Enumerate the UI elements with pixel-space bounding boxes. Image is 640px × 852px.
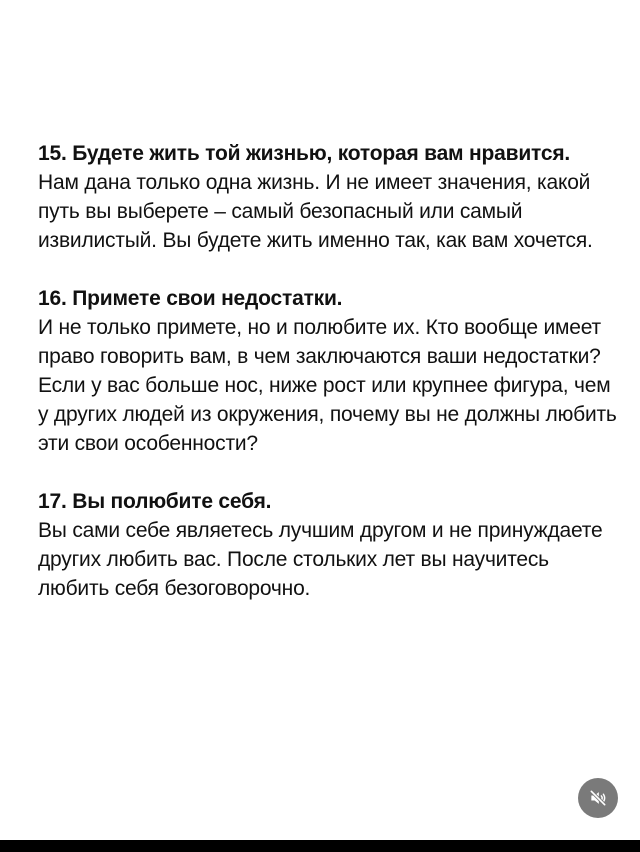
section-16	[38, 284, 618, 458]
section-body: Нам дана только одна жизнь. И не имеет значения, какой путь вы выберете – самый безопасный или самый извилистый. Вы будете жить именно так, как вам хочется.	[38, 171, 593, 252]
section-15	[38, 139, 618, 255]
section-heading: 15. Будете жить той жизнью, которая вам нравится.	[38, 142, 571, 165]
section-heading: 17. Вы полюбите себя.	[38, 490, 272, 513]
bottom-bar	[0, 840, 640, 852]
article-content	[38, 139, 618, 632]
section-body: И не только примете, но и полюбите их. Кто вообще имеет право говорить вам, в чем заключаются ваши недостатки? Если у вас больше нос, ниже рост или крупнее фигура, чем у других людей из окружения, почему вы не должны любить эти свои особенности?	[38, 316, 617, 455]
section-body: Вы сами себе являетесь лучшим другом и не принуждаете других любить вас. После стольких лет вы научитесь любить себя безоговорочно.	[38, 519, 603, 600]
mute-button[interactable]	[578, 778, 618, 818]
speaker-muted-icon	[588, 788, 608, 808]
section-heading: 16. Примете свои недостатки.	[38, 287, 343, 310]
section-17	[38, 487, 618, 603]
